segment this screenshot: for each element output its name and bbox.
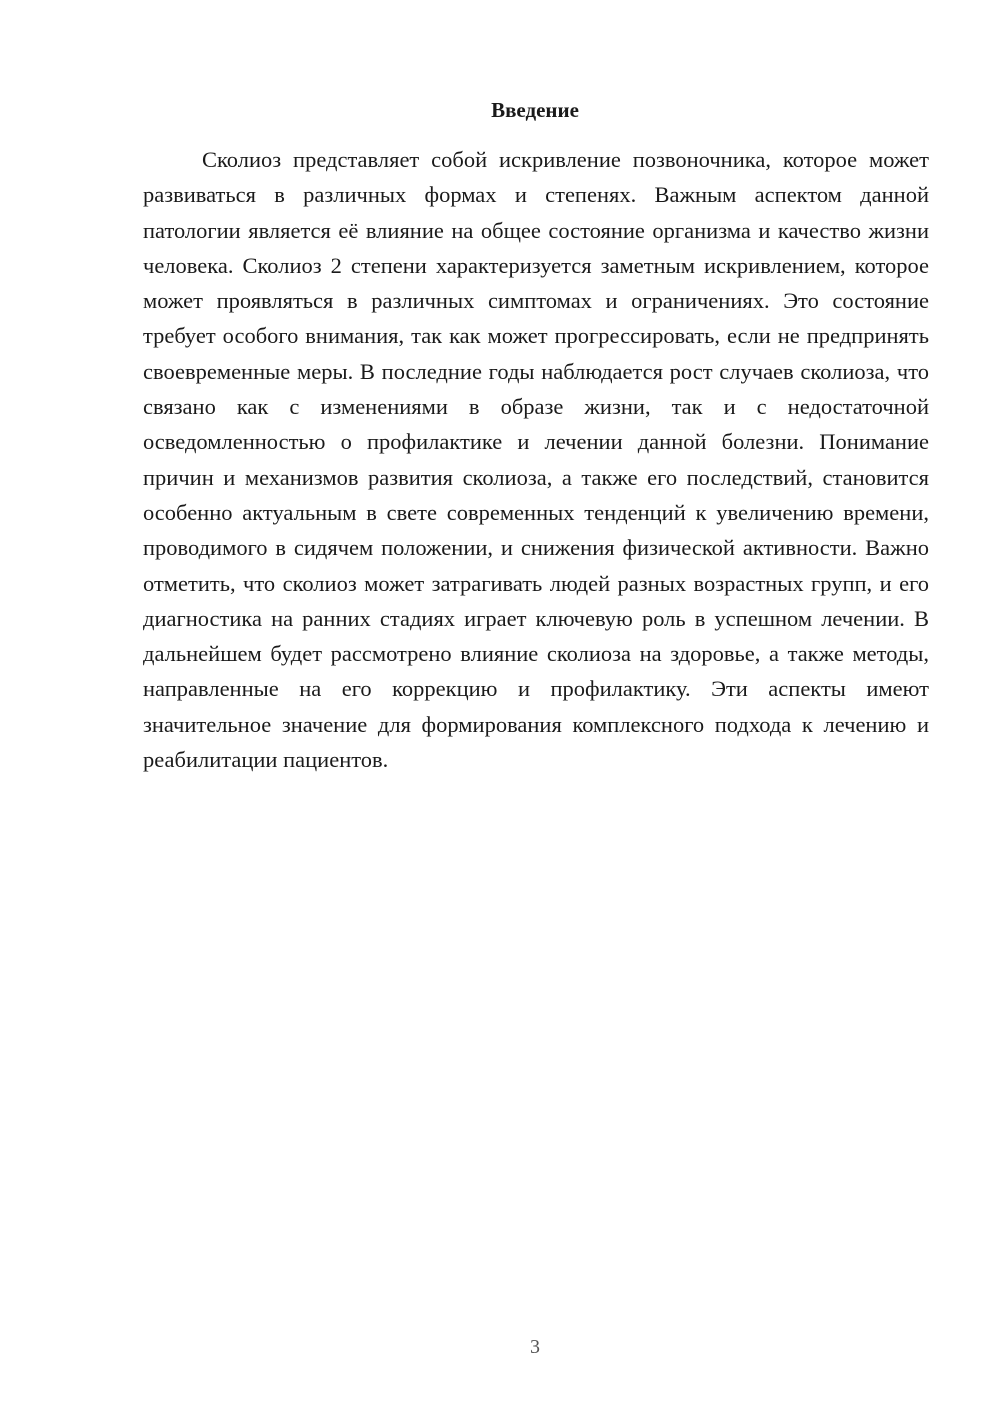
body-paragraph: Сколиоз представляет собой искривление позвоночника, которое может развиваться в различных формах и степенях. Важным аспектом данной патологии является её влияние на общее состояние организма и качество жизни человека. Сколиоз 2 степени характеризуется заметным искривлением, которое может проявляться в различных симптомах и ограничениях. Это состояние требует особого внимания, так как может прогрессировать, если не предпринять своевременные меры. В последние годы наблюдается рост случаев сколиоза, что связано как с изменениями в образе жизни, так и с недостаточной осведомленностью о профилактике и лечении данной болезни. Понимание причин и механизмов развития сколиоза, а также его последствий, становится особенно актуальным в свете современных тенденций к увеличению времени, проводимого в сидячем положении, и снижения физической активности. Важно отметить, что сколиоз может затрагивать людей разных возрастных групп, и его диагностика на ранних стадиях играет ключевую роль в успешном лечении. В дальнейшем будет рассмотрено влияние сколиоза на здоровье, а также методы, направленные на его коррекцию и профилактику. Эти аспекты имеют значительное значение для формирования комплексного подхода к лечению и реабилитации пациентов.	[143, 147, 929, 773]
page-number: 3	[530, 1336, 540, 1358]
section-title: Введение	[491, 98, 579, 122]
